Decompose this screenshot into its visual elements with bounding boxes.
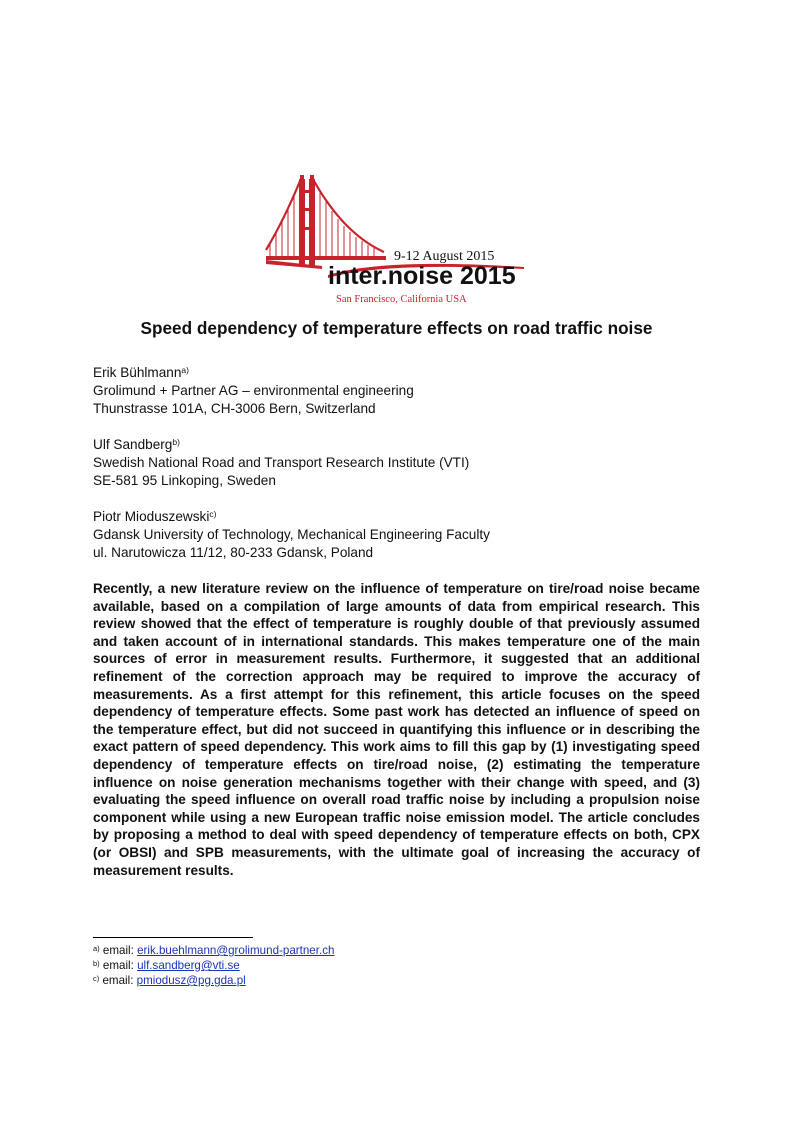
author-name: Ulf Sandberg — [93, 437, 173, 452]
footnote-a — [93, 944, 334, 958]
paper-title: Speed dependency of temperature effects on road traffic noise — [140, 318, 653, 338]
author-affiliation: Swedish National Road and Transport Research Institute (VTI) — [93, 455, 470, 470]
golden-gate-bridge-icon — [262, 172, 534, 308]
abstract-text: Recently, a new literature review on the influence of temperature on tire/road noise became available, based on a compilation of large amounts of data from empirical research. This review showed that the effect of temperature is roughly double of that previously assumed and taken account of in international standards. This makes temperature one of the main sources of error in measurement results. Furthermore, it suggested that an additional refinement of the correction approach may be required to improve the accuracy of measurements. As a first attempt for this refinement, this article focuses on the speed dependency of temperature effects. Some past work has detected an influence of speed on the temperature effect, but did not succeed in quantifying this influence or in describing the exact pattern of speed dependency. This work aims to fill this gap by (1) investigating speed dependency of temperature effects on tire/road noise, (2) estimating the temperature influence on noise generation mechanisms together with their change with speed, and (3) evaluating the speed influence on overall road traffic noise by including a propulsion noise component while using a new European traffic noise emission model. The article concludes by proposing a method to deal with speed dependency of temperature effects on both, CPX (or OBSI) and SPB measurements, with the ultimate goal of increasing the accuracy of measurement results. — [93, 581, 700, 878]
logo-brand: inter.noise 2015 — [328, 262, 516, 290]
conference-logo — [262, 172, 534, 308]
author-mark: b) — [172, 437, 180, 447]
footnote-label: email: — [102, 974, 137, 987]
author-address: Thunstrasse 101A, CH-3006 Bern, Switzerland — [93, 401, 376, 416]
logo-date: 9-12 August 2015 — [394, 249, 495, 264]
author-block-2 — [93, 436, 469, 490]
author-address: SE-581 95 Linkoping, Sweden — [93, 473, 276, 488]
footnote-label: email: — [102, 944, 138, 957]
author-mark: a) — [181, 365, 189, 375]
footnote-mark: a) — [93, 944, 100, 953]
author-address: ul. Narutowicza 11/12, 80-233 Gdansk, Poland — [93, 545, 374, 560]
footnote-label: email: — [102, 959, 138, 972]
author-affiliation: Grolimund + Partner AG – environmental engineering — [93, 383, 414, 398]
footnote-b — [93, 959, 240, 973]
email-link[interactable]: pmiodusz@pg.gda.pl — [136, 974, 246, 987]
email-link[interactable]: erik.buehlmann@grolimund-partner.ch — [137, 944, 335, 957]
author-block-1 — [93, 364, 414, 418]
author-name: Erik Bühlmann — [93, 365, 182, 380]
email-link[interactable]: ulf.sandberg@vti.se — [137, 959, 240, 972]
author-block-3 — [93, 508, 490, 562]
author-mark: c) — [209, 509, 217, 519]
footnote-mark: c) — [93, 974, 100, 983]
footnote-mark: b) — [93, 959, 100, 968]
author-affiliation: Gdansk University of Technology, Mechanical Engineering Faculty — [93, 527, 490, 542]
author-name: Piotr Mioduszewski — [93, 509, 210, 524]
logo-location: San Francisco, California USA — [336, 294, 467, 305]
footnote-divider — [93, 937, 253, 938]
footnote-c — [93, 974, 246, 988]
